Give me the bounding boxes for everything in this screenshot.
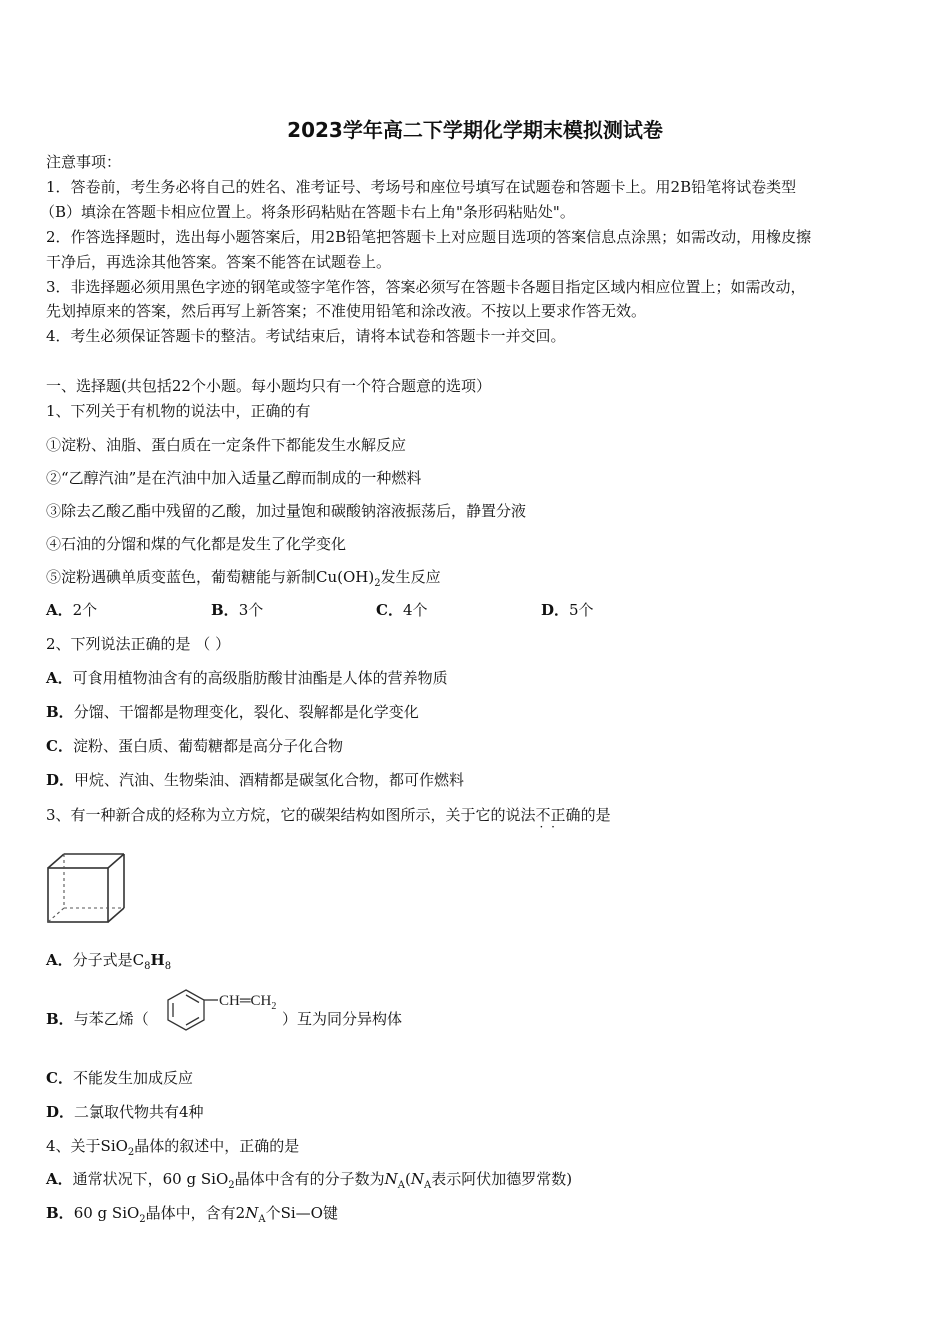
- notice-line: 干净后，再选涂其他答案。答案不能答在试题卷上。: [46, 253, 392, 271]
- notice-line: 2．作答选择题时，选出每小题答案后，用2B铅笔把答题卡上对应题目选项的答案信息点涂黑；如需改动，用橡皮擦: [46, 228, 812, 246]
- styrene-structure: [156, 984, 280, 1034]
- q1-item: ⑤淀粉遇碘单质变蓝色，葡萄糖能与新制$Cu(OH)_2$发生反应: [46, 568, 441, 589]
- q3-option-a[interactable]: A．分子式是$C_8H_8$: [46, 951, 172, 972]
- notice-line: （B）填涂在答题卡相应位置上。将条形码粘贴在答题卡右上角"条形码粘贴处"。: [40, 203, 575, 221]
- q4-stem: 4、关于SiO$_2$晶体的叙述中，正确的是: [46, 1137, 300, 1158]
- q2-option-c[interactable]: C．淀粉、蛋白质、葡萄糖都是高分子化合物: [46, 737, 343, 755]
- q1-option-a[interactable]: A．2个: [46, 601, 98, 619]
- q4-option-a[interactable]: A．通常状况下，60 g SiO$_2$晶体中含有的分子数为$N_A(N_A$表示阿伏加德罗常数): [46, 1170, 573, 1191]
- notice-line: 4．考生必须保证答题卡的整洁。考试结束后，请将本试卷和答题卡一并交回。: [46, 327, 566, 345]
- q1-option-b[interactable]: B．3个: [211, 601, 264, 619]
- q4-option-b[interactable]: B．60 g SiO$_2$晶体中，含有$2N_A$个Si—O键: [46, 1204, 338, 1225]
- section-heading: 一、选择题(共包括22个小题。每小题均只有一个符合题意的选项）: [46, 377, 491, 395]
- q2-option-d[interactable]: D．甲烷、汽油、生物柴油、酒精都是碳氢化合物，都可作燃料: [46, 771, 465, 789]
- q1-item: ①淀粉、油脂、蛋白质在一定条件下都能发生水解反应: [46, 436, 407, 454]
- svg-text:CH═CH2: $CH═CH_2$: [219, 993, 277, 1012]
- emphasis-text: 不正确 · ·: [536, 806, 581, 824]
- q1-stem: 1、下列关于有机物的说法中，正确的有: [46, 402, 311, 420]
- q2-option-b[interactable]: B．分馏、干馏都是物理变化，裂化、裂解都是化学变化: [46, 703, 419, 721]
- notice-heading: 注意事项：: [46, 153, 122, 171]
- q1-item: ③除去乙酸乙酯中残留的乙酸，加过量饱和碳酸钠溶液振荡后，静置分液: [46, 502, 527, 520]
- q3-option-d[interactable]: D．二氯取代物共有4种: [46, 1103, 204, 1121]
- notice-line: 3．非选择题必须用黑色字迹的钢笔或签字笔作答，答案必须写在答题卡各题目指定区域内相应位置上；如需改动，: [46, 278, 806, 296]
- q3-option-b[interactable]: B．与苯乙烯（: [46, 1010, 149, 1028]
- notice-line: 1．答卷前，考生务必将自己的姓名、准考证号、考场号和座位号填写在试题卷和答题卡上。用2B铅笔将试卷类型: [46, 178, 797, 196]
- q1-option-d[interactable]: D．5个: [541, 601, 594, 619]
- cubane-diagram: [44, 850, 128, 926]
- notice-line: 先划掉原来的答案，然后再写上新答案；不准使用铅笔和涂改液。不按以上要求作答无效。: [46, 302, 647, 320]
- q3-stem: 3、有一种新合成的烃称为立方烷，它的碳架结构如图所示，关于它的说法不正确 · ·的是: [46, 806, 611, 824]
- q1-item: ④石油的分馏和煤的气化都是发生了化学变化: [46, 535, 347, 553]
- q3-option-c[interactable]: C．不能发生加成反应: [46, 1069, 193, 1087]
- q1-item: ②“乙醇汽油”是在汽油中加入适量乙醇而制成的一种燃料: [46, 469, 422, 487]
- q1-option-c[interactable]: C．4个: [376, 601, 428, 619]
- page-title: 2023学年高二下学期化学期末模拟测试卷: [287, 118, 663, 142]
- q2-option-a[interactable]: A．可食用植物油含有的高级脂肪酸甘油酯是人体的营养物质: [46, 669, 448, 687]
- q2-stem: 2、下列说法正确的是 （ ）: [46, 635, 231, 653]
- q3-option-b-tail: ）互为同分异构体: [282, 1010, 403, 1028]
